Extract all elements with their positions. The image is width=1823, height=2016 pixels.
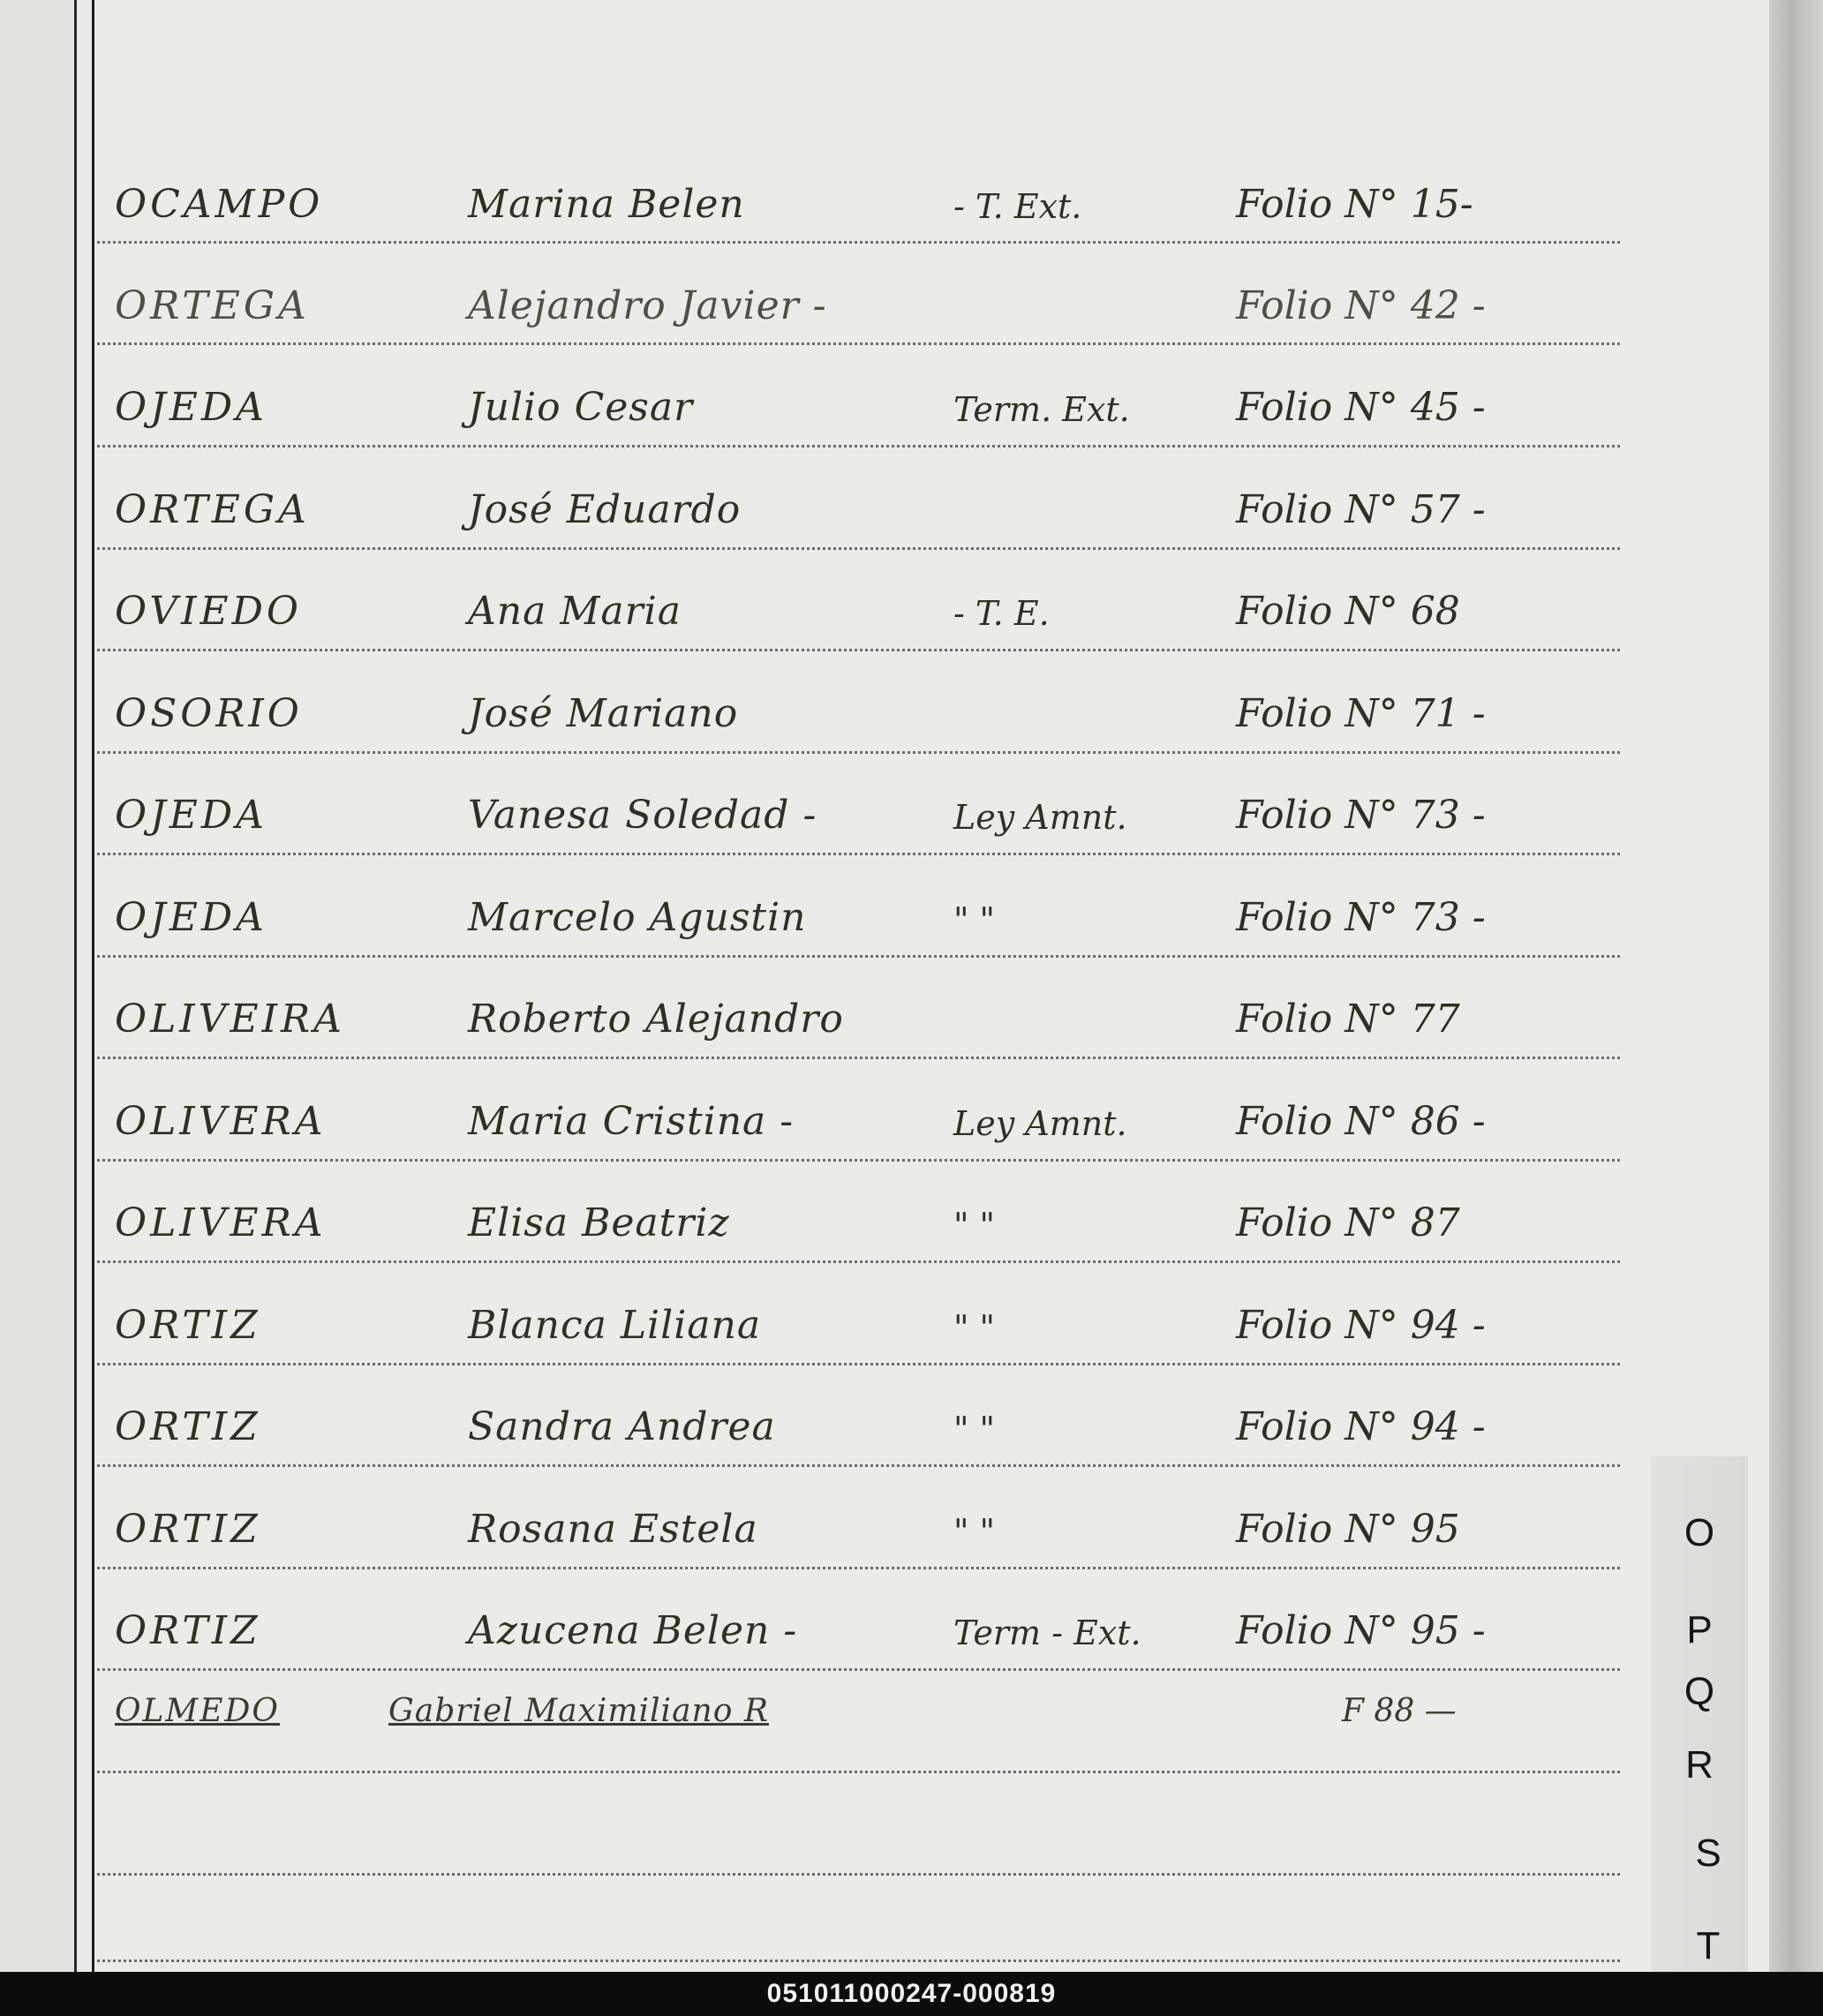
entry-folio: F 88 — xyxy=(1342,1693,1457,1729)
alphabet-index-tabs xyxy=(1651,1456,1748,1972)
entry-given-names: José Eduardo xyxy=(468,487,742,532)
entry-surname: OLMEDO xyxy=(115,1693,280,1729)
entry-folio: Folio N° 15- xyxy=(1236,182,1473,227)
entry-note: " " xyxy=(953,900,996,939)
entry-surname: OCAMPO xyxy=(115,182,324,227)
entry-folio: Folio N° 68 xyxy=(1236,589,1460,634)
register-entry xyxy=(115,1200,1616,1253)
index-tab-s[interactable]: S xyxy=(1695,1832,1721,1875)
entry-surname: ORTIZ xyxy=(115,1507,261,1552)
page-margin-rule xyxy=(92,0,94,1972)
entry-given-names: Marina Belen xyxy=(468,182,745,227)
entry-given-names: Elisa Beatriz xyxy=(468,1200,730,1245)
entry-surname: OLIVERA xyxy=(115,1099,327,1144)
entry-surname: OJEDA xyxy=(115,385,267,430)
entry-given-names: José Mariano xyxy=(468,691,739,736)
ruled-line xyxy=(97,1873,1620,1876)
ruled-line xyxy=(97,955,1620,958)
ruled-line xyxy=(97,751,1620,754)
entry-surname: OLIVEIRA xyxy=(115,997,345,1042)
entry-folio: Folio N° 95 xyxy=(1236,1507,1460,1552)
register-entry xyxy=(115,793,1616,846)
entry-given-names: Blanca Liliana xyxy=(468,1303,762,1348)
entry-note: Ley Amnt. xyxy=(953,1104,1127,1143)
entry-surname: OSORIO xyxy=(115,691,303,736)
register-entry xyxy=(115,691,1616,744)
entry-given-names: Maria Cristina - xyxy=(468,1099,795,1144)
ruled-line xyxy=(97,445,1620,448)
register-entry xyxy=(115,487,1616,540)
entry-folio: Folio N° 87 xyxy=(1236,1200,1460,1245)
ruled-line xyxy=(97,241,1620,244)
ruled-line xyxy=(97,1260,1620,1263)
register-entry xyxy=(115,1507,1616,1560)
entry-note: Term - Ext. xyxy=(953,1614,1141,1652)
register-entry xyxy=(115,1693,1616,1746)
entry-folio: Folio N° 71 - xyxy=(1236,691,1486,736)
register-entry xyxy=(115,1303,1616,1356)
register-entry xyxy=(115,589,1616,642)
index-tab-q[interactable]: Q xyxy=(1684,1670,1715,1713)
ruled-line xyxy=(97,1159,1620,1162)
entry-note: Ley Amnt. xyxy=(953,798,1127,837)
entry-folio: Folio N° 77 xyxy=(1236,997,1460,1042)
entry-given-names: Marcelo Agustin xyxy=(468,895,807,940)
ruled-line xyxy=(97,1363,1620,1365)
entry-note: Term. Ext. xyxy=(953,390,1130,429)
ruled-line xyxy=(97,1464,1620,1467)
entry-folio: Folio N° 73 - xyxy=(1236,895,1486,940)
entry-surname: OJEDA xyxy=(115,793,267,838)
entry-surname: ORTEGA xyxy=(115,283,310,328)
page-stack-edge xyxy=(1769,0,1823,1972)
entry-note: " " xyxy=(953,1512,996,1551)
ruled-line xyxy=(97,342,1620,345)
entry-surname: ORTIZ xyxy=(115,1303,261,1348)
entry-given-names: Alejandro Javier - xyxy=(468,283,827,328)
index-tab-r[interactable]: R xyxy=(1685,1743,1714,1787)
entry-note: - T. Ext. xyxy=(953,187,1082,226)
entry-given-names: Julio Cesar xyxy=(468,385,694,430)
ruled-line xyxy=(97,547,1620,550)
index-tab-o[interactable]: O xyxy=(1684,1511,1715,1554)
entry-given-names: Roberto Alejandro xyxy=(468,997,844,1042)
entry-surname: ORTEGA xyxy=(115,487,310,532)
register-entry xyxy=(115,895,1616,948)
facing-page-edge xyxy=(0,0,77,1972)
entry-surname: OJEDA xyxy=(115,895,267,940)
ruled-line xyxy=(97,1771,1620,1773)
entry-surname: ORTIZ xyxy=(115,1404,261,1449)
entry-given-names: Vanesa Soledad - xyxy=(468,793,817,838)
entry-folio: Folio N° 86 - xyxy=(1236,1099,1486,1144)
entry-folio: Folio N° 73 - xyxy=(1236,793,1486,838)
entry-given-names: Gabriel Maximiliano R xyxy=(388,1693,769,1729)
entry-folio: Folio N° 94 - xyxy=(1236,1404,1486,1449)
entry-surname: OVIEDO xyxy=(115,589,302,634)
register-entry xyxy=(115,997,1616,1049)
register-entry xyxy=(115,385,1616,438)
entry-folio: Folio N° 57 - xyxy=(1236,487,1486,532)
ruled-line xyxy=(97,1668,1620,1671)
entry-given-names: Sandra Andrea xyxy=(468,1404,776,1449)
entry-given-names: Rosana Estela xyxy=(468,1507,758,1552)
entry-note: " " xyxy=(953,1410,996,1448)
entry-note: " " xyxy=(953,1308,996,1347)
register-entry xyxy=(115,1404,1616,1457)
document-id-footer: 051011000247-000819 xyxy=(0,1972,1823,2016)
entry-surname: OLIVERA xyxy=(115,1200,327,1245)
register-entry xyxy=(115,1099,1616,1152)
entry-folio: Folio N° 95 - xyxy=(1236,1608,1486,1653)
entry-folio: Folio N° 94 - xyxy=(1236,1303,1486,1348)
register-entry xyxy=(115,1608,1616,1661)
ruled-line xyxy=(97,1567,1620,1569)
register-entry xyxy=(115,283,1616,336)
index-tab-p[interactable]: P xyxy=(1686,1608,1713,1651)
ruled-line xyxy=(97,1960,1620,1962)
entry-given-names: Azucena Belen - xyxy=(468,1608,798,1653)
index-tab-t[interactable]: T xyxy=(1696,1924,1721,1967)
ruled-line xyxy=(97,1057,1620,1059)
ruled-line xyxy=(97,853,1620,855)
entry-given-names: Ana Maria xyxy=(468,589,682,634)
entry-surname: ORTIZ xyxy=(115,1608,261,1653)
register-entry xyxy=(115,182,1616,235)
entry-folio: Folio N° 42 - xyxy=(1236,283,1486,328)
entry-folio: Folio N° 45 - xyxy=(1236,385,1486,430)
entry-note: " " xyxy=(953,1206,996,1245)
ruled-line xyxy=(97,649,1620,651)
entry-note: - T. E. xyxy=(953,594,1050,633)
